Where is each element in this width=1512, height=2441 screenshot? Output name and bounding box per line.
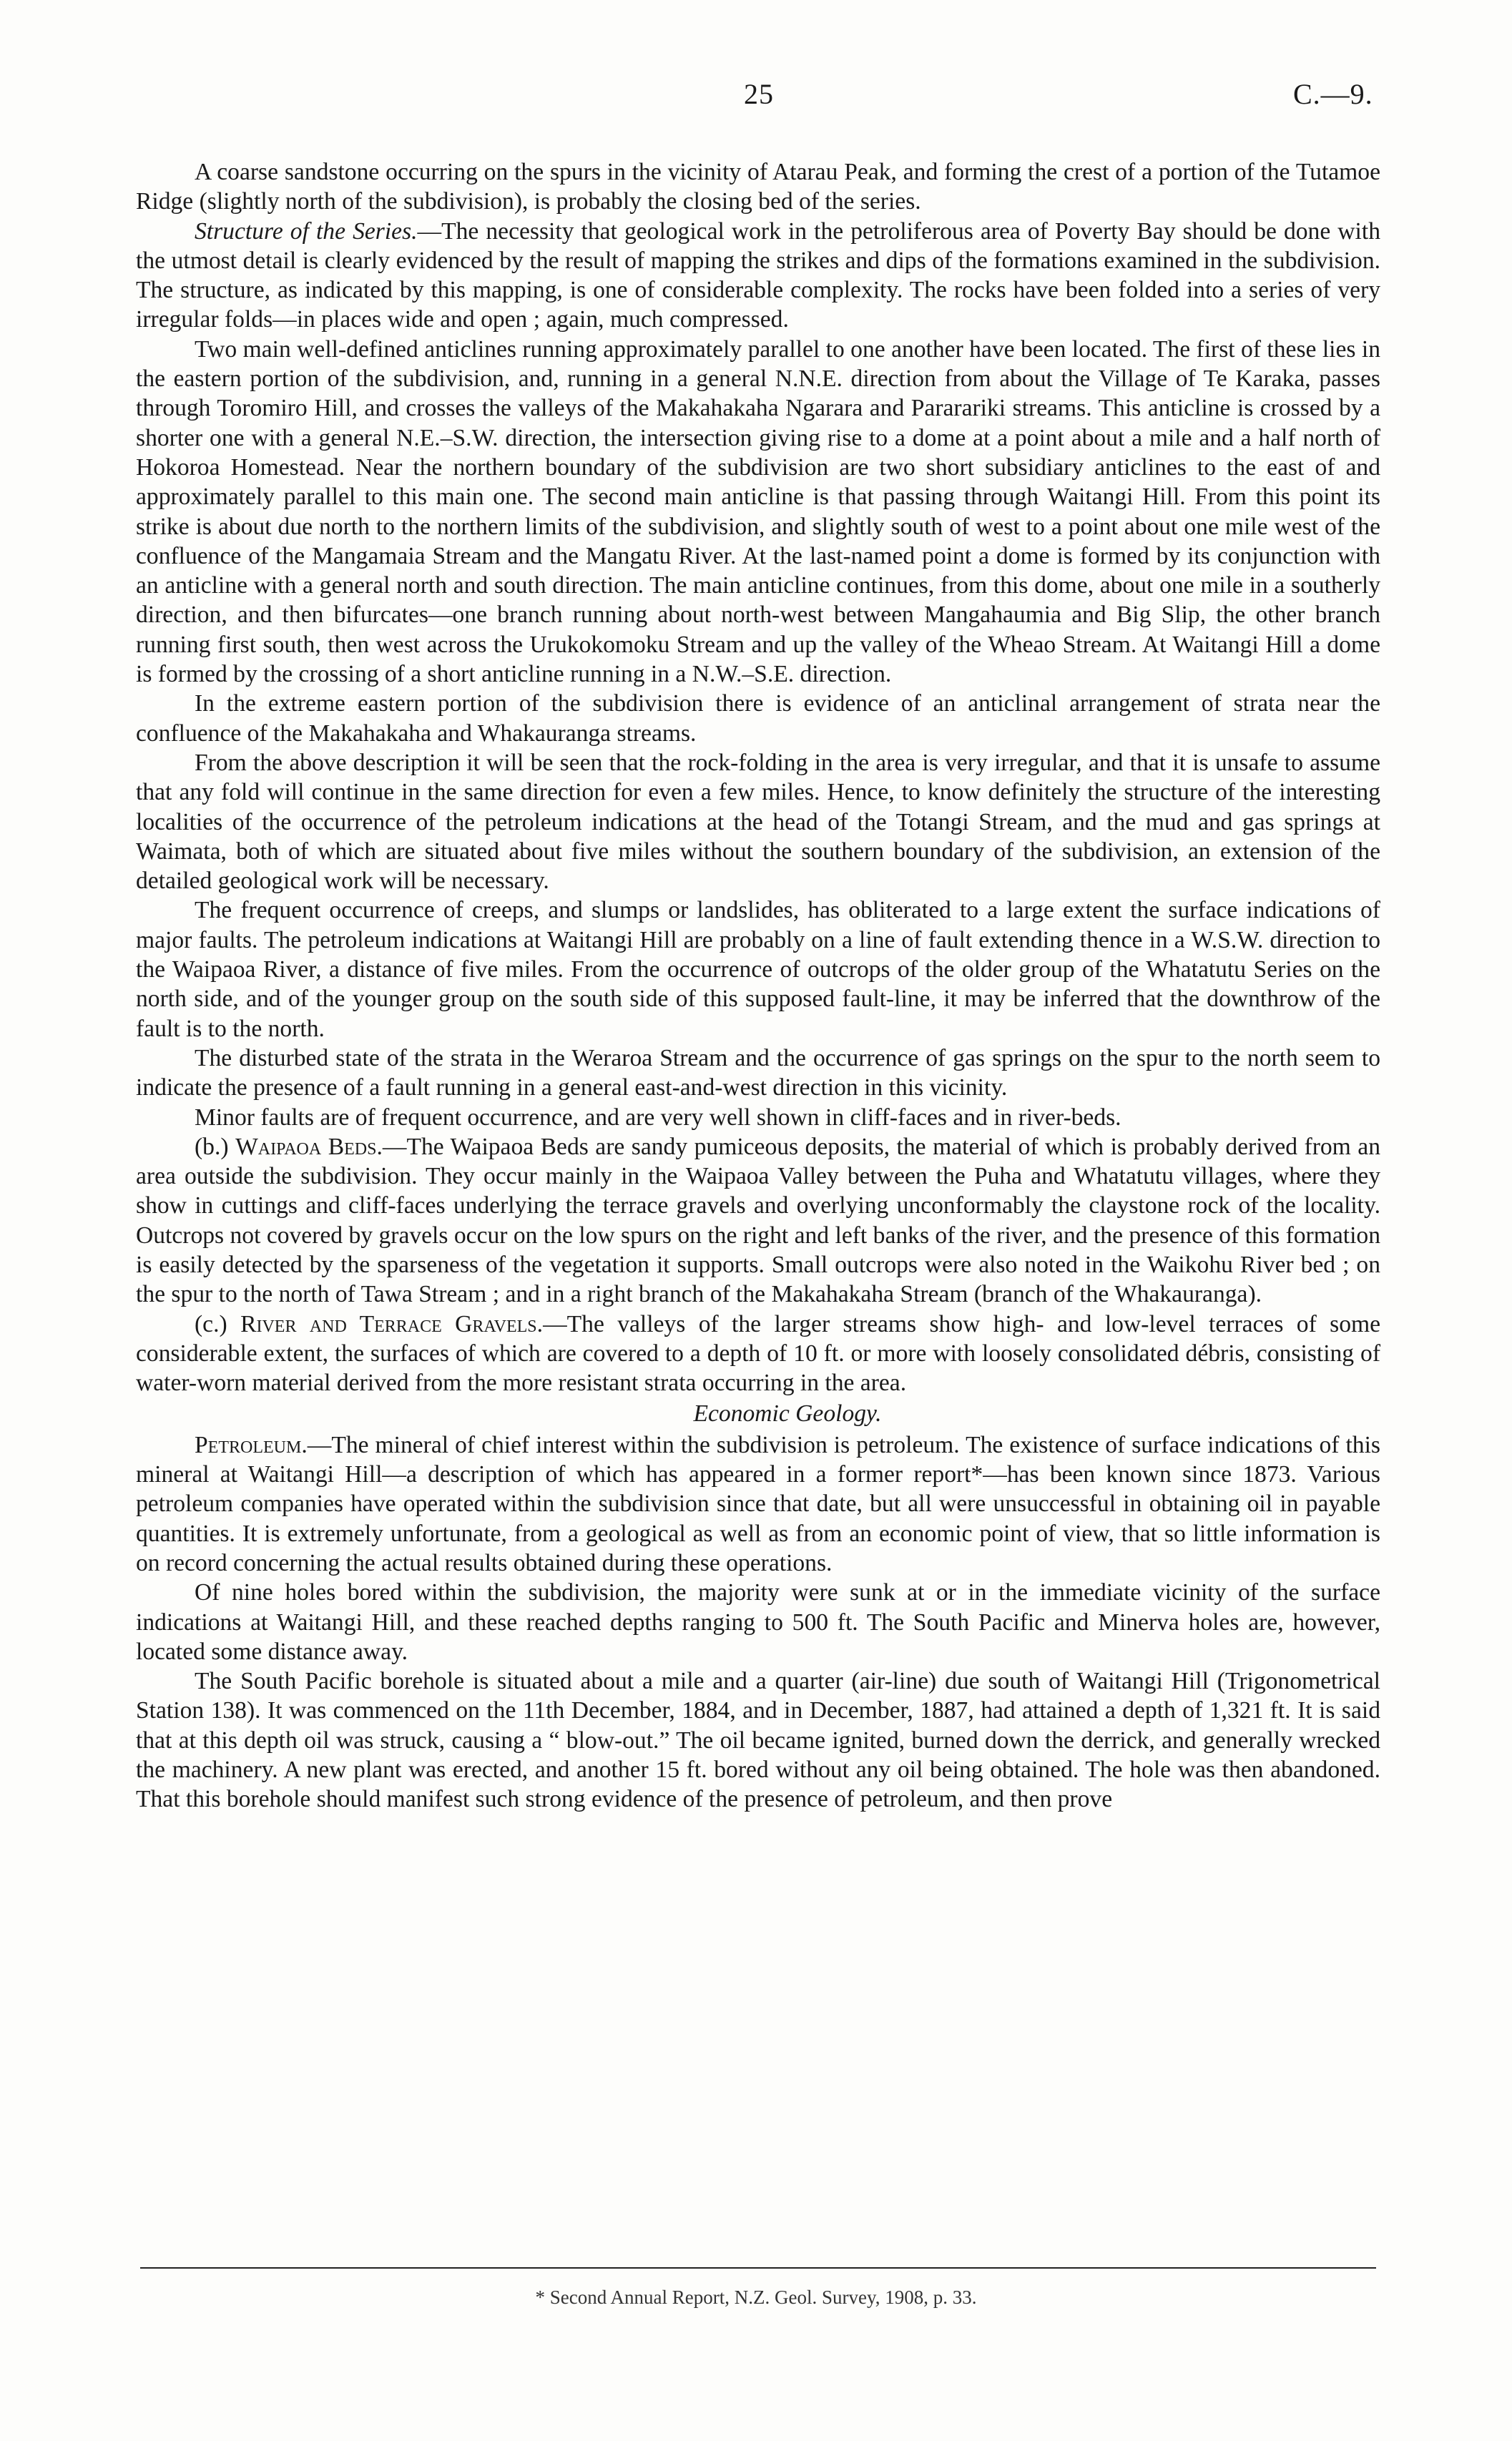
paragraph-minor-faults: Minor faults are of frequent occurrence, and are very well shown in cliff-faces and in river-beds. xyxy=(195,1104,1121,1131)
waipaoa-lead: Waipaoa Beds. xyxy=(235,1133,383,1160)
paragraph-nine-holes: Of nine holes bored within the subdivision, the majority were sunk at or in the immediate vicinity of the surface indications at Waitangi Hill, and these reached depths ranging to 500 ft. The South Pacific and Minerva holes are, however, located some distance away. xyxy=(136,1579,1380,1665)
paragraph-waipaoa-beds xyxy=(136,1132,1380,1310)
paragraph-structure xyxy=(136,217,1380,335)
waipaoa-text: —The Waipaoa Beds are sandy pumiceous deposits, the material of which is probably derived from an area outside the subdivision. They occur mainly in the Waipaoa Valley between the Puha and Whatatutu villages, where they show in cuttings and cliff-faces underlying the terrace gravels and overlying unconformably the claystone rock of the locality. Outcrops not covered by gravels occur on the low spurs on the right and left banks of the river, and the presence of this formation is easily detected by the sparseness of the vegetation it supports. Small outcrops were also noted in the Waikohu River bed ; on the spur to the north of Tawa Stream ; and in a right branch of the Makahakaha Stream (branch of the Whakauranga). xyxy=(136,1133,1380,1308)
gravels-lead: River and Terrace Gravels. xyxy=(240,1310,544,1337)
footnote-divider xyxy=(140,2267,1376,2269)
waipaoa-label: (b.) xyxy=(195,1133,229,1160)
gravels-label: (c.) xyxy=(195,1310,227,1337)
page-header xyxy=(0,77,1512,120)
structure-text: —The necessity that geological work in the petroliferous area of Poverty Bay should be done with the utmost detail is clearly evidenced by the result of mapping the strikes and dips of the formations examined in the subdivision. The structure, as indicated by this mapping, is one of considerable complexity. The rocks have been folded into a series of very irregular folds—in places wide and open ; again, much compressed. xyxy=(136,217,1380,333)
paragraph-south-pacific-borehole: The South Pacific borehole is situated about a mile and a quarter (air-line) due south of Waitangi Hill (Trigonometrical Station 138). It was commenced on the 11th December, 1884, and in December, 1887, had attained a depth of 1,321 ft. It is said that at this depth oil was struck, causing a “ blow-out.” The oil became ignited, burned down the derrick, and generally wrecked the machinery. A new plant was erected, and another 15 ft. bored without any oil being obtained. The hole was then abandoned. That this borehole should manifest such strong evidence of the presence of petroleum, and then prove xyxy=(136,1668,1380,1813)
gravels-text: —The valleys of the larger streams show high- and low-level terraces of some considerable extent, the surfaces of which are covered to a depth of 10 ft. or more with loosely consolidated débris, consisting of water-worn material derived from the more resistant strata occurring in the area. xyxy=(136,1310,1381,1397)
paragraph-anticlines: Two main well-defined anticlines running approximately parallel to one another have been located. The first of these lies in the eastern portion of the subdivision, and, running in a general N.N.E. direction from about the Village of Te Karaka, passes through Toromiro Hill, and crosses the valleys of the Makahakaha Ngarara and Pararariki streams. This anticline is crossed by a shorter one with a general N.E.–S.W. direction, the intersection giving rise to a dome at a point about a mile and a half north of Hokoroa Homestead. Near the northern boundary of the subdivision are two short subsidiary anticlines to the east of and approximately parallel to this main one. The second main anticline is that passing through Waitangi Hill. From this point its strike is about due north to the northern limits of the subdivision, and slightly south of west to a point about one mile west of the confluence of the Mangamaia Stream and the Mangatu River. At the last-named point a dome is formed by its conjunction with an anticline with a general north and south direction. The main anticline continues, from this dome, about one mile in a southerly direction, and then bifurcates—one branch running about north-west between Mangahaumia and Big Slip, the other branch running first south, then west across the Urukokomoku Stream and up the valley of the Wheao Stream. At Waitangi Hill a dome is formed by the crossing of a short anticline running in a N.W.–S.E. direction. xyxy=(136,335,1380,688)
document-reference: C.—9. xyxy=(1293,78,1373,110)
petroleum-text: —The mineral of chief interest within the subdivision is petroleum. The existence of surface indications of this mineral at Waitangi Hill—a description of which has appeared in a former report*—has been known since 1873. Various petroleum companies have operated within the subdivision since that date, but all were unsuccessful in obtaining oil in payable quantities. It is extremely unfortunate, from a geological as well as from an economic point of view, that so little information is on record concerning the actual results obtained during these operations. xyxy=(136,1431,1380,1576)
paragraph-rock-folding: From the above description it will be seen that the rock-folding in the area is very irregular, and that it is unsafe to assume that any fold will continue in the same direction for even a few miles. Hence, to know definitely the structure of the interesting localities of the occurrence of the petroleum indications at the head of the Totangi Stream, and the mud and gas springs at Waimata, both of which are situated about five miles without the southern boundary of the subdivision, an extension of the detailed geological work will be necessary. xyxy=(136,749,1380,895)
paragraph-river-gravels xyxy=(136,1310,1380,1398)
paragraph-eastern-anticline: In the extreme eastern portion of the subdivision there is evidence of an anticlinal arrangement of strata near the confluence of the Makahakaha and Whakauranga streams. xyxy=(136,690,1380,747)
petroleum-lead: Petroleum. xyxy=(195,1431,308,1458)
page-number: 25 xyxy=(744,78,774,110)
body-text xyxy=(136,157,1380,1814)
paragraph-weraroa-fault: The disturbed state of the strata in the Weraroa Stream and the occurrence of gas springs on the spur to the north seem to indicate the presence of a fault running in a general east-and-west direction in this vicinity. xyxy=(136,1044,1380,1101)
footnote: * Second Annual Report, N.Z. Geol. Survey, 1908, p. 33. xyxy=(535,2287,977,2308)
paragraph-petroleum xyxy=(136,1430,1380,1578)
paragraph-faults: The frequent occurrence of creeps, and slumps or landslides, has obliterated to a large extent the surface indications of major faults. The petroleum indications at Waitangi Hill are probably on a line of fault extending thence in a W.S.W. direction to the Waipaoa River, a distance of five miles. From the occurrence of outcrops of the older group of the Whatatutu Series on the north side, and of the younger group on the south side of this supposed fault-line, it may be inferred that the downthrow of the fault is to the north. xyxy=(136,897,1380,1042)
section-heading-economic-geology: Economic Geology. xyxy=(693,1400,882,1428)
structure-lead: Structure of the Series. xyxy=(195,217,418,245)
paragraph-closing-bed: A coarse sandstone occurring on the spurs in the vicinity of Atarau Peak, and forming the crest of a portion of the Tutamoe Ridge (slightly north of the subdivision), is probably the closing bed of the series. xyxy=(136,159,1380,215)
